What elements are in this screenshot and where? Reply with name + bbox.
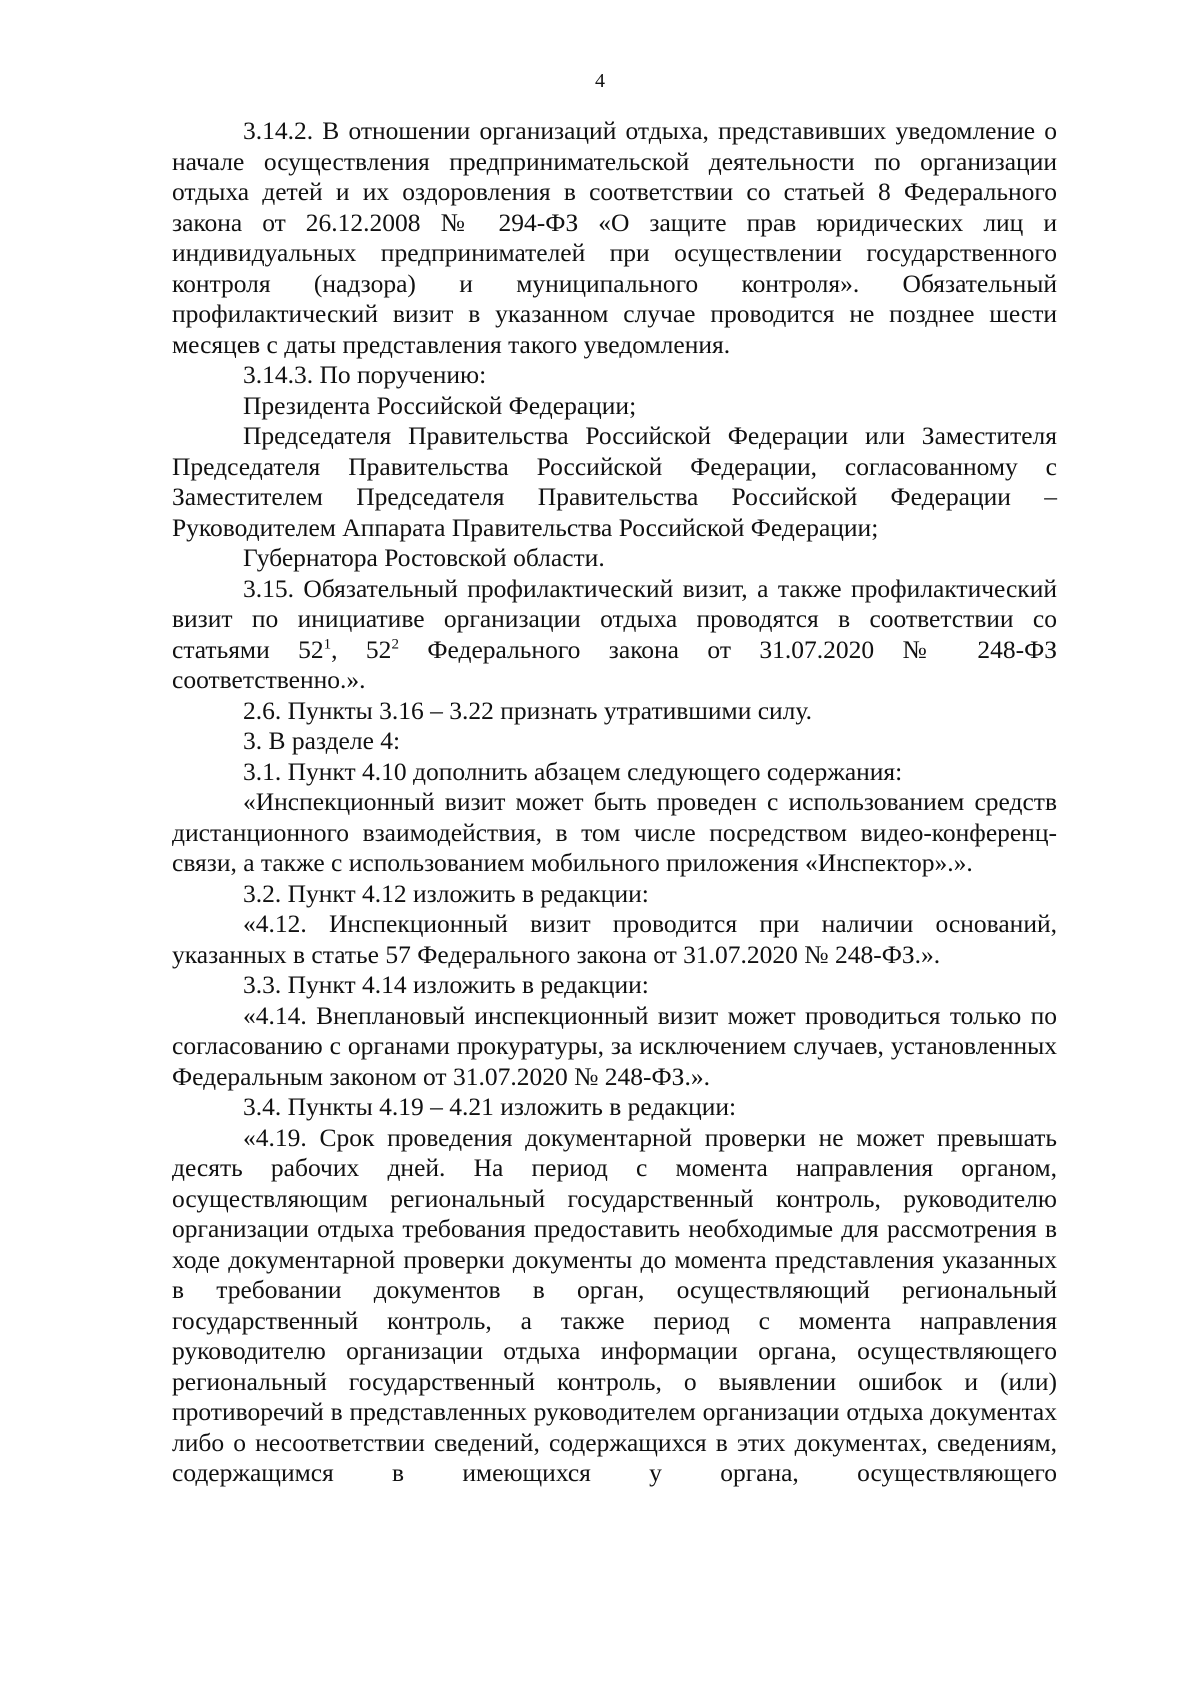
paragraph-president: Президента Российской Федерации; xyxy=(243,390,637,420)
paragraph-chairman: Председателя Правительства Российской Федерации или Заместителя Председателя Правительства Российской Федерации, согласованному с Заместителем Председателя Правительства Российской Федерации – Руководителем Аппарата Правительства Российской Федерации; xyxy=(172,421,1057,542)
paragraph-3-1: 3.1. Пункт 4.10 дополнить абзацем следующего содержания: xyxy=(243,756,903,786)
paragraph-3-15-text-end: Федерального закона от 31.07.2020 № 248-ФЗ соответственно.». xyxy=(172,634,1058,694)
paragraph-3-14-3: 3.14.3. По поручению: xyxy=(243,360,487,389)
paragraph-governor: Губернатора Ростовской области. xyxy=(243,543,605,572)
document-body xyxy=(172,116,1057,1489)
page-number: 4 xyxy=(595,70,605,92)
paragraph-3-4: 3.4. Пункты 4.19 – 4.21 изложить в редакции: xyxy=(243,1092,737,1121)
paragraph-3-3: 3.3. Пункт 4.14 изложить в редакции: xyxy=(243,970,649,999)
paragraph-4-10-addition: «Инспекционный визит может быть проведен с использованием средств дистанционного взаимодействия, в том числе посредством видео-конференц-связи, а также с использованием мобильного приложения «Инспектор».». xyxy=(172,787,1057,877)
paragraph-4-14: «4.14. Внеплановый инспекционный визит может проводиться только по согласованию с органами прокуратуры, за исключением случаев, установленных Федеральным законом от 31.07.2020 № 248-ФЗ.». xyxy=(172,1000,1057,1091)
paragraph-2-6: 2.6. Пункты 3.16 – 3.22 признать утратившими силу. xyxy=(243,695,812,725)
paragraph-section-4: 3. В разделе 4: xyxy=(243,726,401,755)
paragraph-3-15 xyxy=(172,574,1057,696)
paragraph-3-15-text-start: 3.15. Обязательный профилактический визит, а также профилактический визит по инициативе организации отдыха проводятся в соответствии со статьями 52 xyxy=(172,573,1057,664)
paragraph-3-14-2: 3.14.2. В отношении организаций отдыха, представивших уведомление о начале осуществления предпринимательской деятельности по организации отдыха детей и их оздоровления в соответствии со статьей 8 Федерального закона от 26.12.2008 № 294-ФЗ «О защите прав юридических лиц и индивидуальных предпринимателей при осуществлении государственного контроля (надзора) и муниципального контроля». Обязательный профилактический визит в указанном случае проводится не позднее шести месяцев с даты представления такого уведомления. xyxy=(172,116,1057,359)
paragraph-3-2: 3.2. Пункт 4.12 изложить в редакции: xyxy=(243,878,649,908)
paragraph-4-19: «4.19. Срок проведения документарной проверки не может превышать десять рабочих дней. На период с момента направления органом, осуществляющим региональный государственный контроль, руководителю организации отдыха требования предоставить необходимые для рассмотрения в ходе документарной проверки документы до момента представления указанных в требовании документов в орган, осуществляющий региональный государственный контроль, а также период с момента направления руководителю организации отдыха информации органа, осуществляющего региональный государственный контроль, о выявлении ошибок и (или) противоречий в представленных руководителем организации отдыха документах либо о несоответствии сведений, содержащихся в этих документах, сведениям, содержащимся в имеющихся у органа, осуществляющего xyxy=(172,1122,1057,1487)
paragraph-4-12: «4.12. Инспекционный визит проводится при наличии оснований, указанных в статье 57 Федерального закона от 31.07.2020 № 248-ФЗ.». xyxy=(172,909,1057,969)
superscript-2: 2 xyxy=(391,636,399,652)
superscript-1: 1 xyxy=(323,636,332,652)
paragraph-3-15-text-middle: , 52 xyxy=(331,634,392,664)
